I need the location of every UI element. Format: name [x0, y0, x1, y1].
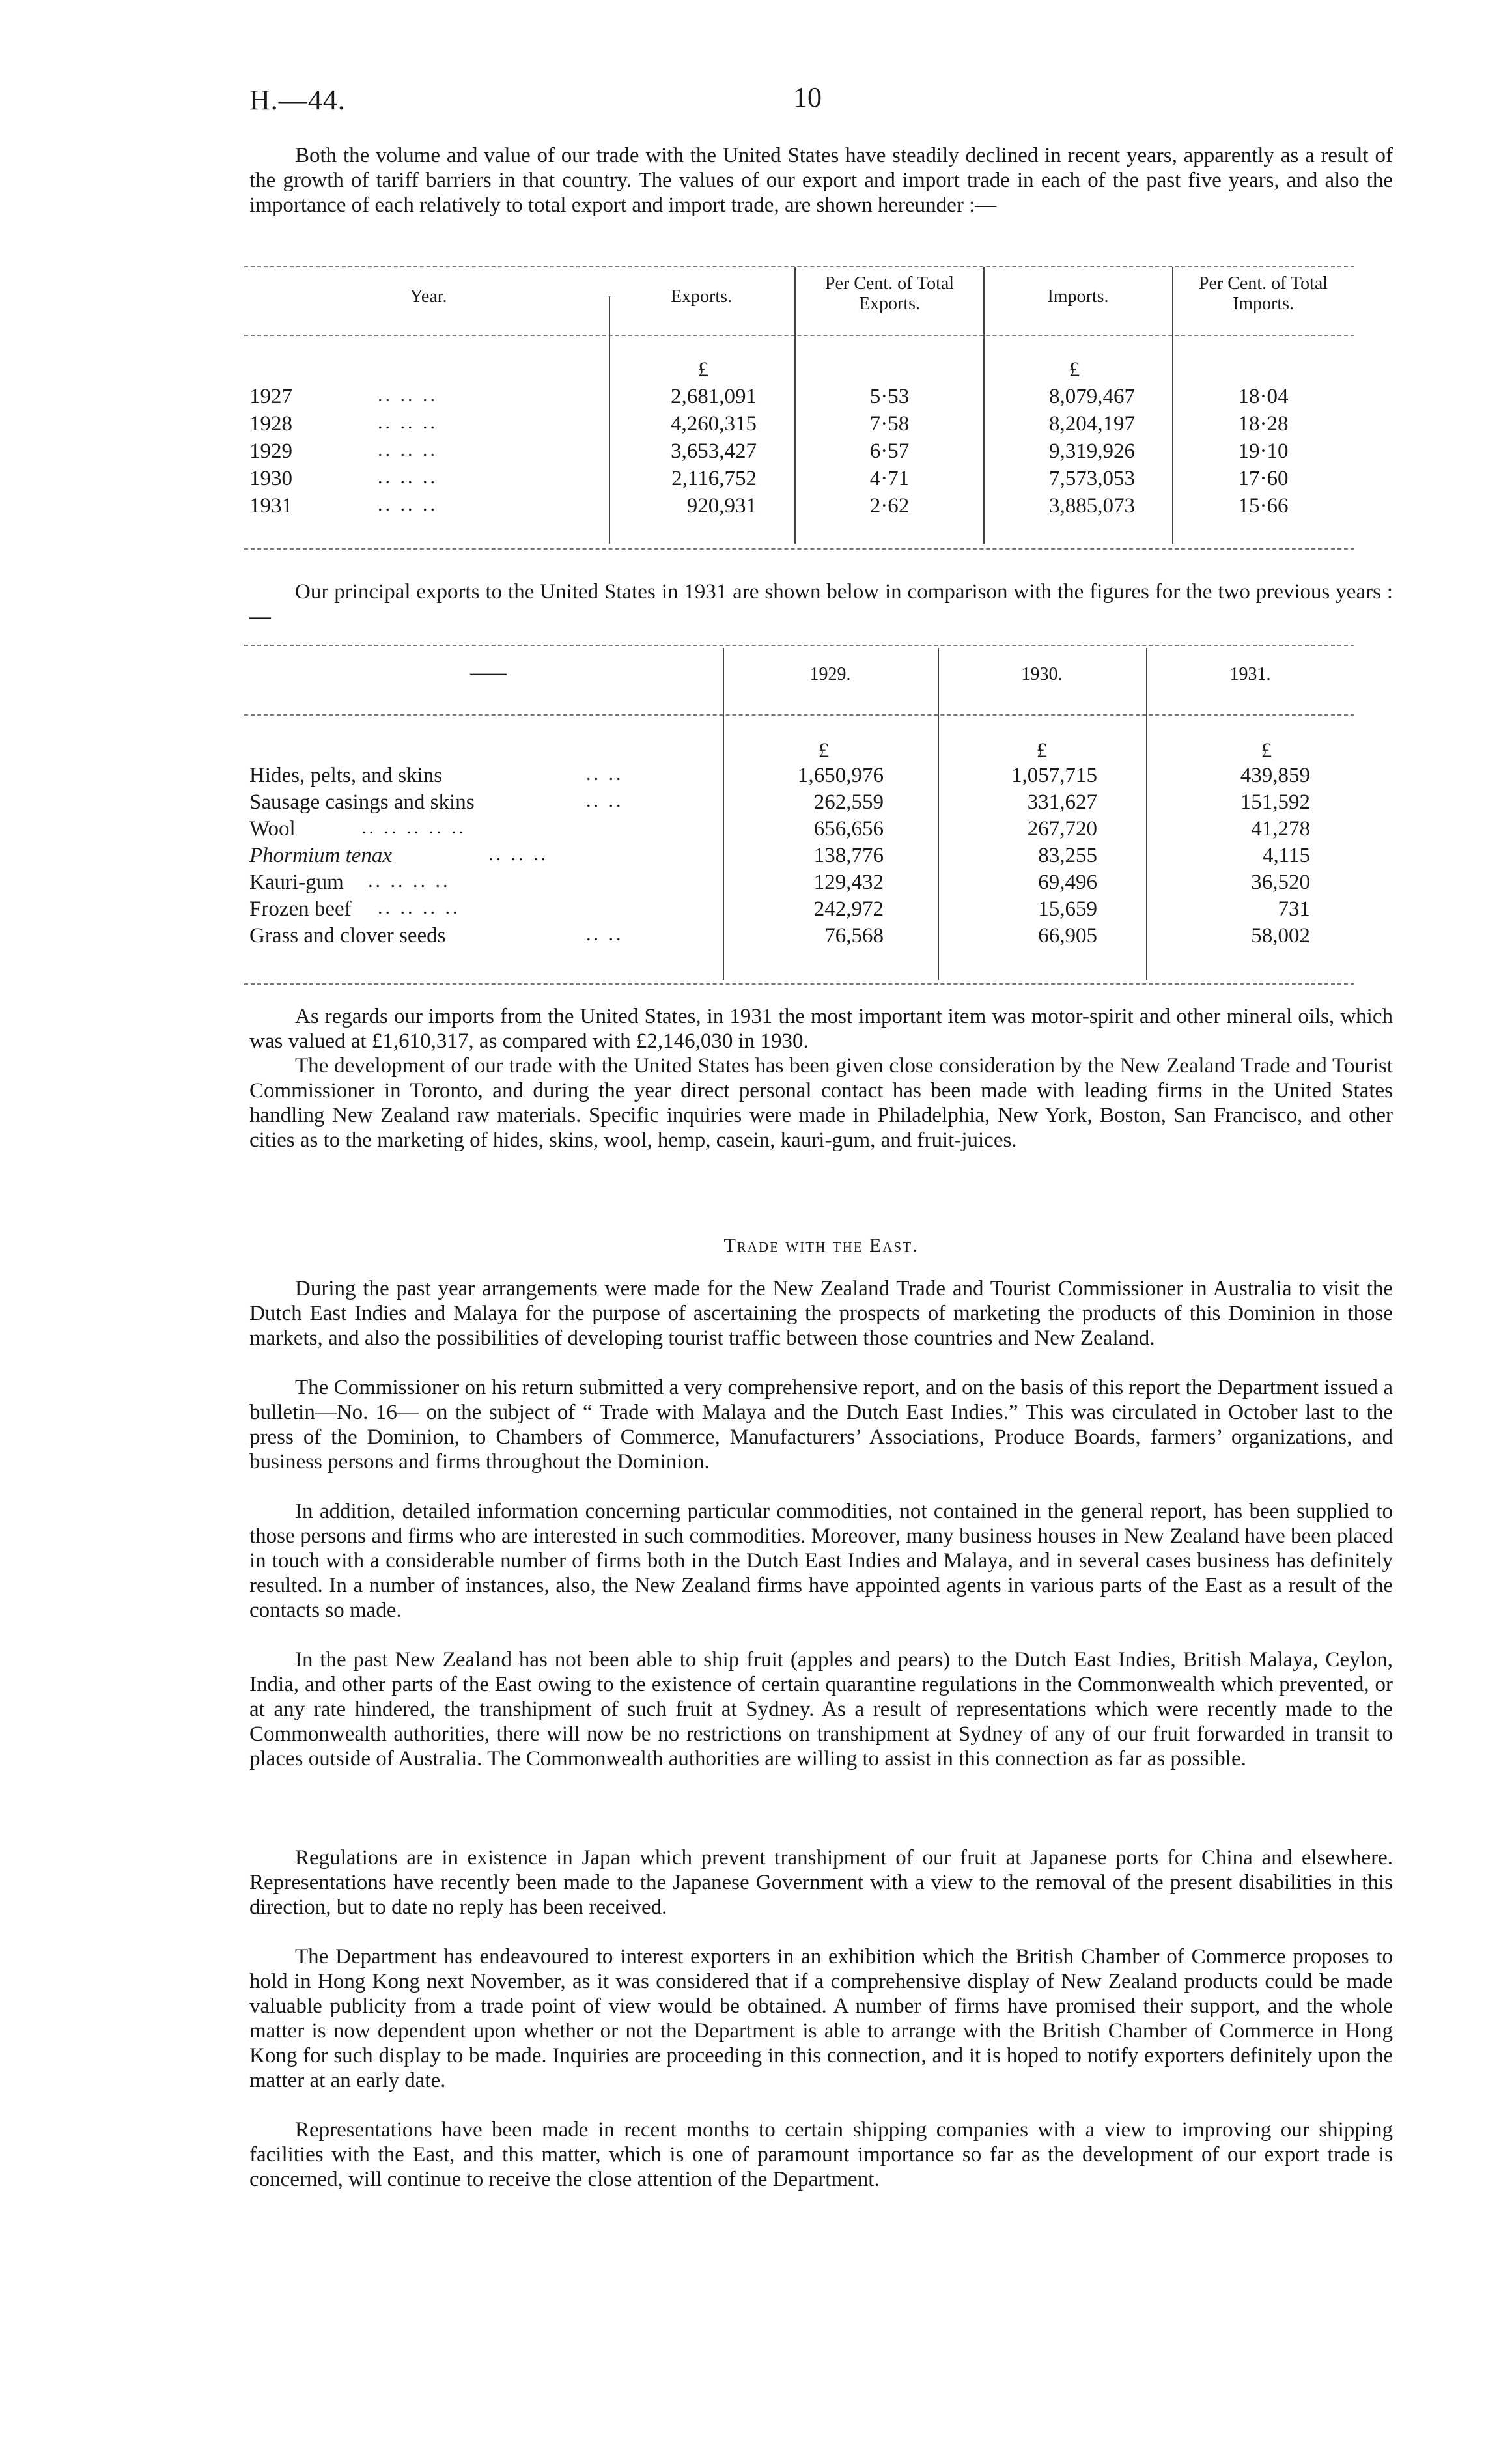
row-imports: 3,885,073 [1049, 494, 1135, 518]
row-1930: 66,905 [1038, 924, 1097, 947]
row-1931: 41,278 [1251, 817, 1310, 841]
imports-paragraph: As regards our imports from the United States, in 1931 the most important item was motor-spirit and other mineral oils, which was valued at £1,610,317, as compared with £2,146,030 in 1930. [249, 1005, 1393, 1053]
row-pct-exports: 2·62 [869, 494, 910, 518]
row-exports: 2,116,752 [671, 467, 757, 490]
row-1931: 58,002 [1251, 924, 1310, 947]
row-1930: 15,659 [1038, 897, 1097, 921]
exports-paragraph: Our principal exports to the United States in 1931 are shown below in comparison with the figures for the two previous years :— [249, 580, 1393, 628]
leader-dots: .. .. .. [378, 494, 438, 515]
row-exports: 4,260,315 [671, 412, 757, 436]
row-1929: 656,656 [813, 817, 884, 841]
row-imports: 8,079,467 [1049, 385, 1135, 408]
table-header-rule [244, 714, 1354, 716]
row-item: Frozen beef [249, 897, 352, 921]
page-number: 10 [793, 81, 822, 113]
col-header-1929: 1929. [809, 664, 851, 684]
leader-dots: .. .. .. [488, 843, 548, 865]
row-1929: 76,568 [824, 924, 884, 947]
table-header-rule [244, 335, 1354, 336]
col-header-item: —— [470, 663, 507, 683]
currency-symbol: £ [1261, 739, 1272, 763]
row-imports: 8,204,197 [1049, 412, 1135, 436]
column-divider [983, 267, 985, 544]
leader-dots: .. .. .. .. [368, 870, 451, 891]
document-code: H.—44. [249, 84, 346, 116]
row-year: 1930 [249, 467, 292, 490]
leader-dots: .. .. .. [378, 466, 438, 488]
row-1931: 4,115 [1262, 844, 1310, 867]
row-1931: 36,520 [1251, 871, 1310, 894]
leader-dots: .. .. .. .. [378, 897, 460, 918]
col-header-exports: Exports. [670, 287, 733, 307]
row-pct-imports: 18·04 [1238, 385, 1289, 408]
row-year: 1928 [249, 412, 292, 436]
row-item: Sausage casings and skins [249, 791, 475, 814]
row-1930: 69,496 [1038, 871, 1097, 894]
row-item: Kauri-gum [249, 871, 344, 894]
east-paragraph-1: During the past year arrangements were made for the New Zealand Trade and Tourist Commissioner in Australia to visit the Dutch East Indies and Malaya for the purpose of ascertaining the prospects of marketing the products of this Dominion in those markets, and also the possibilities of developing tourist traffic between those countries and New Zealand. [249, 1277, 1393, 1350]
leader-dots: .. .. [586, 790, 624, 811]
row-item: Hides, pelts, and skins [249, 764, 443, 787]
row-1931: 439,859 [1240, 764, 1310, 787]
row-item: Wool [249, 817, 296, 841]
col-header-pct-imports: Per Cent. of Total Imports. [1198, 273, 1328, 314]
leader-dots: .. .. [586, 923, 624, 945]
row-imports: 9,319,926 [1049, 440, 1135, 463]
row-1930: 83,255 [1038, 844, 1097, 867]
row-pct-imports: 15·66 [1238, 494, 1289, 518]
intro-paragraph: Both the volume and value of our trade with the United States have steadily declined in recent years, apparently as a result of the growth of tariff barriers in that country. The values of our export and import trade in each of the past five years, and also the importance of each relatively to total export and import trade, are shown hereunder :— [249, 144, 1393, 217]
row-pct-exports: 7·58 [869, 412, 910, 436]
currency-symbol: £ [697, 358, 709, 382]
east-paragraph-7: Representations have been made in recent months to certain shipping companies with a view to improving our shipping facilities with the East, and this matter, which is one of paramount importance so far as the development of our export trade is concerned, will continue to receive the close attention of the Department. [249, 2118, 1393, 2191]
col-header-imports: Imports. [1047, 287, 1109, 307]
leader-dots: .. .. [586, 763, 624, 785]
row-pct-imports: 18·28 [1238, 412, 1289, 436]
row-year: 1929 [249, 440, 292, 463]
row-1929: 1,650,976 [798, 764, 884, 787]
row-1929: 129,432 [813, 871, 884, 894]
section-heading: Trade with the East. [723, 1235, 919, 1256]
currency-symbol: £ [818, 739, 830, 763]
column-divider [1172, 267, 1173, 544]
row-imports: 7,573,053 [1049, 467, 1135, 490]
row-item: Phormium tenax [249, 844, 393, 867]
east-paragraph-2: The Commissioner on his return submitted a very comprehensive report, and on the basis of this report the Department issued a bulletin—No. 16— on the subject of “ Trade with Malaya and the Dutch East Indies.” This was circulated in October last to the press of the Dominion, to Chambers of Commerce, Manufacturers’ Associations, Produce Boards, farmers’ organizations, and business persons and firms throughout the Dominion. [249, 1376, 1393, 1474]
col-header-year: Year. [410, 287, 447, 307]
row-1930: 267,720 [1027, 817, 1097, 841]
currency-symbol: £ [1069, 358, 1080, 382]
leader-dots: .. .. .. .. .. [361, 817, 466, 838]
row-pct-exports: 4·71 [869, 467, 910, 490]
row-1929: 262,559 [813, 791, 884, 814]
row-exports: 3,653,427 [671, 440, 757, 463]
row-1929: 242,972 [813, 897, 884, 921]
row-exports: 920,931 [686, 494, 757, 518]
col-header-1930: 1930. [1021, 664, 1063, 684]
east-paragraph-4: In the past New Zealand has not been able to ship fruit (apples and pears) to the Dutch East Indies, British Malaya, Ceylon, India, and other parts of the East owing to the existence of certain quarantine regulations in the Commonwealth which prevented, or at any rate hindered, the transhipment of such fruit at Sydney. As a result of representations which were recently made to the Commonwealth authorities, there will now be no restrictions on transhipment at Sydney of any of our fruit forwarded in transit to places outside of Australia. The Commonwealth authorities are willing to assist in this connection as far as possible. [249, 1648, 1393, 1771]
currency-symbol: £ [1036, 739, 1048, 763]
table-bottom-rule [244, 983, 1354, 985]
row-exports: 2,681,091 [671, 385, 757, 408]
table-top-rule [244, 266, 1354, 267]
leader-dots: .. .. .. [378, 384, 438, 406]
row-1931: 731 [1278, 897, 1310, 921]
row-1930: 331,627 [1027, 791, 1097, 814]
col-header-1931: 1931. [1229, 664, 1271, 684]
leader-dots: .. .. .. [378, 439, 438, 460]
row-1931: 151,592 [1240, 791, 1310, 814]
table-bottom-rule [244, 548, 1354, 550]
table-top-rule [244, 645, 1354, 646]
development-paragraph: The development of our trade with the United States has been given close consideration by the New Zealand Trade and Tourist Commissioner in Toronto, and during the year direct personal contact has been made with leading firms in the United States handling New Zealand raw materials. Specific inquiries were made in Philadelphia, New York, Boston, San Francisco, and other cities as to the marketing of hides, skins, wool, hemp, casein, kauri-gum, and fruit-juices. [249, 1054, 1393, 1152]
east-paragraph-5: Regulations are in existence in Japan which prevent transhipment of our fruit at Japanese ports for China and elsewhere. Representations have recently been made to the Japanese Government with a view to the removal of the present disabilities in this direction, but to date no reply has been received. [249, 1846, 1393, 1919]
row-pct-exports: 5·53 [869, 385, 910, 408]
col-header-pct-exports: Per Cent. of Total Exports. [824, 273, 955, 314]
east-paragraph-3: In addition, detailed information concerning particular commodities, not contained in the general report, has been supplied to those persons and firms who are interested in such commodities. Moreover, many business houses in New Zealand have been placed in touch with a considerable number of firms both in the Dutch East Indies and Malaya, and in several cases business has definitely resulted. In a number of instances, also, the New Zealand firms have appointed agents in various parts of the East as a result of the contacts so made. [249, 1500, 1393, 1622]
row-pct-imports: 17·60 [1238, 467, 1289, 490]
leader-dots: .. .. .. [378, 412, 438, 433]
row-pct-imports: 19·10 [1238, 440, 1289, 463]
row-1929: 138,776 [813, 844, 884, 867]
row-pct-exports: 6·57 [869, 440, 910, 463]
row-1930: 1,057,715 [1011, 764, 1097, 787]
row-year: 1931 [249, 494, 292, 518]
east-paragraph-6: The Department has endeavoured to interest exporters in an exhibition which the British Chamber of Commerce proposes to hold in Hong Kong next November, as it was considered that if a comprehensive display of New Zealand products could be made valuable publicity from a trade point of view would be obtained. A number of firms have promised their support, and the whole matter is now dependent upon whether or not the Department is able to arrange with the British Chamber of Commerce in Hong Kong for such display to be made. Inquiries are proceeding in this connection, and it is hoped to notify exporters definitely upon the matter at an early date. [249, 1945, 1393, 2092]
row-item: Grass and clover seeds [249, 924, 446, 947]
row-year: 1927 [249, 385, 292, 408]
column-divider [794, 267, 796, 544]
